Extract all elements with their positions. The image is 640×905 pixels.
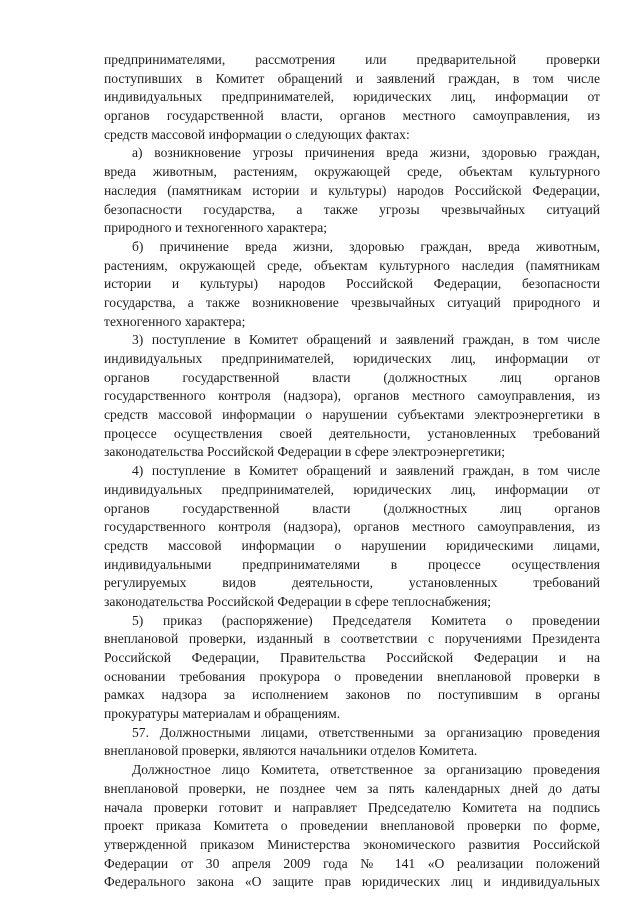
text-line: индивидуальных предпринимателей, юридических лиц, информации от: [104, 481, 600, 497]
text-line: процессе осуществления своей деятельности, установленных требований: [104, 425, 600, 441]
text-line: органов государственной власти, органов местного самоуправления, из: [104, 108, 600, 124]
text-line: Российской Федерации, Правительства Российской Федерации и на: [104, 650, 600, 665]
text-line: природного и техногенного характера;: [104, 220, 328, 236]
text-line: внеплановой проверки, не позднее чем за пять календарных дней до даты: [104, 780, 600, 796]
text-line: вреда животным, растениям, окружающей среде, объектам культурного: [104, 164, 600, 180]
text-line: б) причинение вреда жизни, здоровью граждан, вреда животным,: [132, 238, 600, 254]
document-body: [104, 51, 600, 892]
text-line: истории и культуры) народов Российской Федерации, безопасности: [104, 276, 600, 292]
text-line: государственного контроля (надзора), органов местного самоуправления, из: [104, 519, 600, 535]
text-line: законодательства Российской Федерации в сфере теплоснабжения;: [104, 593, 491, 609]
text-line: основании требования прокурора о проведении внеплановой проверки в: [104, 668, 600, 684]
text-line: 4) поступление в Комитет обращений и заявлений граждан, в том числе: [132, 463, 600, 479]
text-line: 57. Должностными лицами, ответственными за организацию проведения: [132, 724, 600, 740]
text-line: средств массовой информации о следующих фактах:: [104, 126, 410, 142]
text-line: проект приказа Комитета о проведении внеплановой проверки по форме,: [104, 818, 600, 834]
text-line: начала проверки готовит и направляет Председателю Комитета на подпись: [104, 799, 600, 815]
text-line: безопасности государства, а также угрозы чрезвычайных ситуаций: [104, 201, 600, 217]
text-line: индивидуальных предпринимателей, юридических лиц, информации от: [104, 89, 600, 105]
text-line: органов государственной власти (должностных лиц органов: [104, 369, 600, 385]
text-line: Федерации от 30 апреля 2009 года № 141 «О реализации положений: [104, 855, 600, 871]
text-line: а) возникновение угрозы причинения вреда жизни, здоровью граждан,: [132, 145, 600, 161]
text-line: 3) поступление в Комитет обращений и заявлений граждан, в том числе: [132, 332, 600, 348]
text-line: регулируемых видов деятельности, установленных требований: [104, 575, 600, 591]
text-line: утвержденной приказом Министерства экономического развития Российской: [104, 836, 600, 852]
text-line: поступивших в Комитет обращений и заявлений граждан, в том числе: [104, 70, 600, 86]
text-line: индивидуальными предпринимателями в процессе осуществления: [104, 556, 600, 572]
text-line: техногенного характера;: [104, 313, 246, 329]
text-line: растениям, окружающей среде, объектам культурного наследия (памятникам: [104, 257, 600, 273]
text-line: Федерального закона «О защите прав юридических лиц и индивидуальных: [104, 874, 600, 890]
text-line: индивидуальных предпринимателей, юридических лиц, информации от: [104, 351, 600, 366]
text-line: предпринимателями, рассмотрения или предварительной проверки: [104, 52, 600, 67]
text-line: рамках надзора за исполнением законов по поступившим в органы: [104, 687, 600, 703]
text-line: внеплановой проверки, являются начальники отделов Комитета.: [104, 743, 478, 759]
text-line: прокуратуры материалам и обращениям.: [104, 706, 341, 722]
text-line: наследия (памятникам истории и культуры) народов Российской Федерации,: [104, 182, 600, 198]
text-line: средств массовой информации о нарушении субъектами электроэнергетики в: [104, 407, 600, 423]
text-line: внеплановой проверки, изданный в соответствии с поручениями Президента: [104, 631, 600, 647]
text-line: законодательства Российской Федерации в сфере электроэнергетики;: [104, 444, 506, 460]
text-line: органов государственной власти (должностных лиц органов: [104, 500, 600, 516]
text-line: Должностное лицо Комитета, ответственное за организацию проведения: [132, 762, 600, 778]
text-line: средств массовой информации о нарушении юридическими лицами,: [104, 537, 600, 553]
text-line: государства, а также возникновение чрезвычайных ситуаций природного и: [104, 294, 600, 310]
text-line: государственного контроля (надзора), органов местного самоуправления, из: [104, 388, 600, 404]
text-line: 5) приказ (распоряжение) Председателя Комитета о проведении: [132, 612, 600, 628]
